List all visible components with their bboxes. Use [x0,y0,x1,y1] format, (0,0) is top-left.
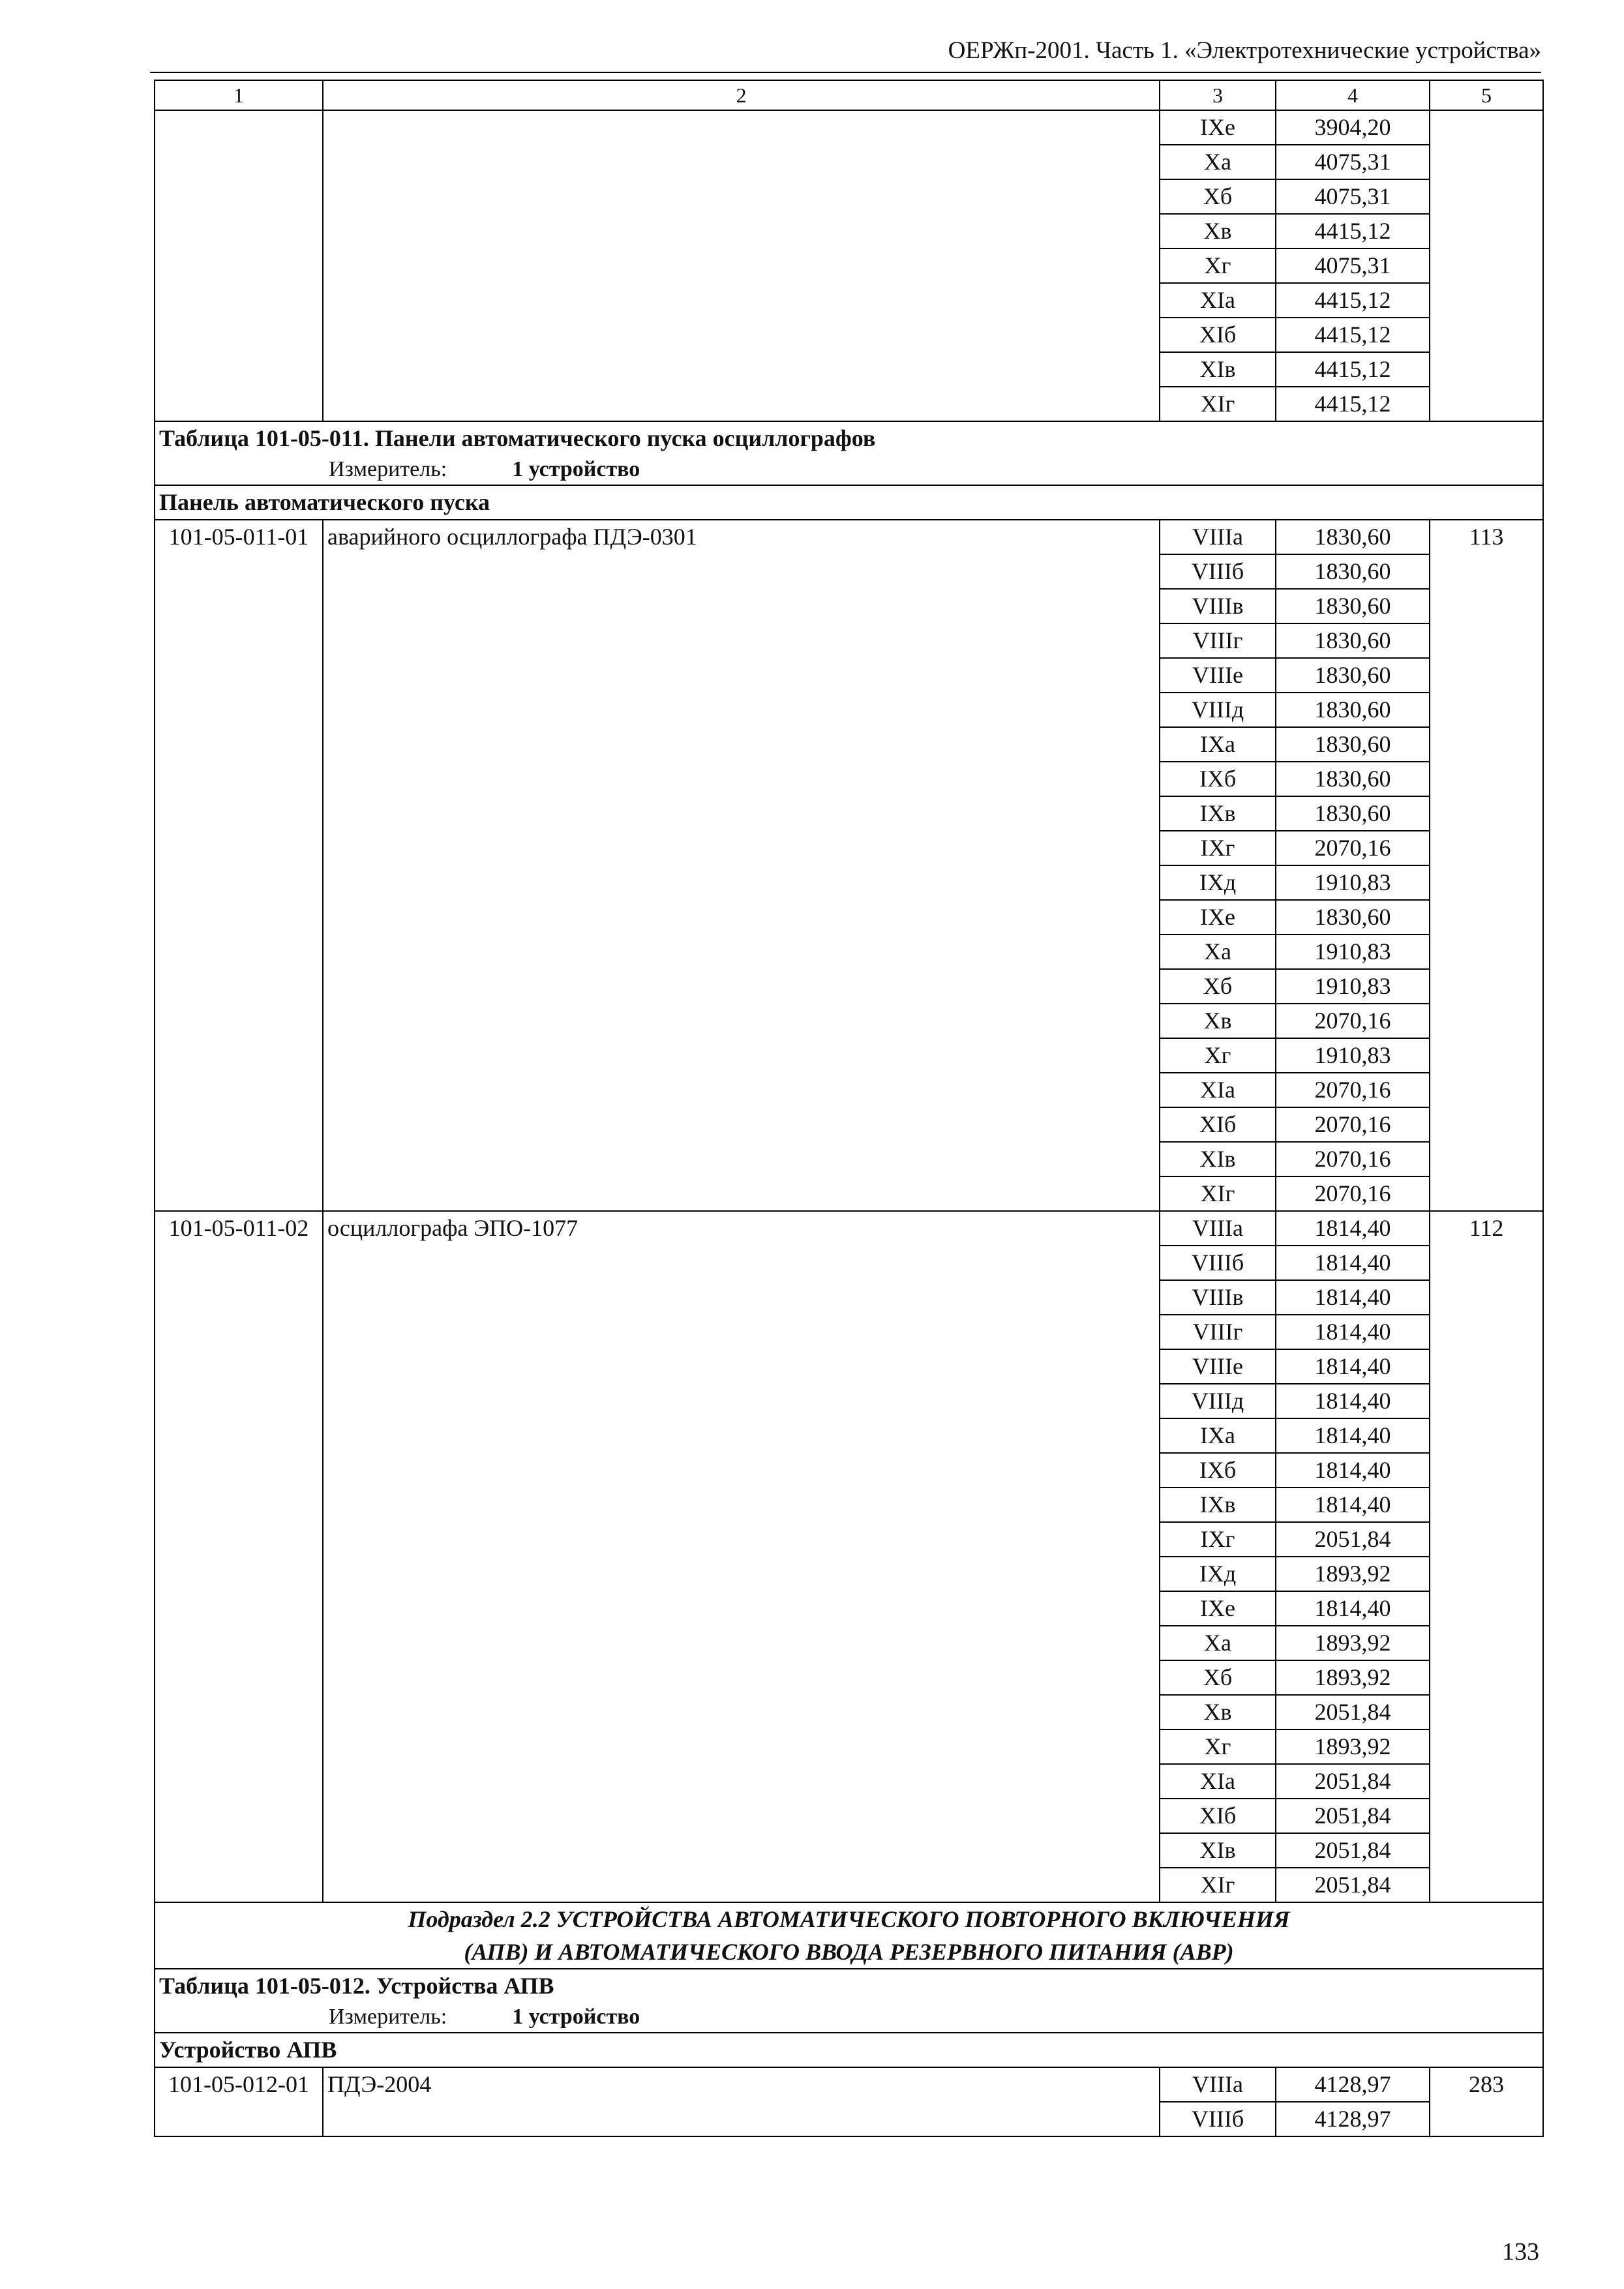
table-title-cell [155,421,1543,485]
price-cell: 2051,84 [1276,1833,1430,1868]
price-cell: 2051,84 [1276,1799,1430,1833]
zone-cell: IXв [1160,1488,1276,1522]
price-cell: 2070,16 [1276,1176,1430,1211]
zone-cell: Xа [1160,1626,1276,1660]
price-cell: 2070,16 [1276,1107,1430,1142]
price-cell: 2070,16 [1276,1004,1430,1038]
table-title-cell [155,1969,1543,2033]
price-cell: 2070,16 [1276,1142,1430,1176]
price-cell: 1893,92 [1276,1626,1430,1660]
price-cell: 2070,16 [1276,831,1430,865]
group-row [155,485,1543,520]
table-title-row [155,421,1543,485]
price-cell: 1814,40 [1276,1488,1430,1522]
price-cell: 1814,40 [1276,1349,1430,1384]
zone-cell: IXе [1160,900,1276,935]
zone-cell: XIг [1160,1176,1276,1211]
column-number: 2 [323,80,1160,110]
price-cell: 1814,40 [1276,1315,1430,1349]
name-cell: ПДЭ-2004 [323,2067,1160,2136]
price-cell: 4415,12 [1276,318,1430,352]
zone-cell: VIIIе [1160,658,1276,693]
zone-cell: XIг [1160,387,1276,421]
zone-cell: VIIIв [1160,1280,1276,1315]
subsection-heading-line: Подраздел 2.2 УСТРОЙСТВА АВТОМАТИЧЕСКОГО ПОВТОРНОГО ВКЛЮЧЕНИЯ [408,1906,1290,1932]
zone-cell: Xг [1160,1729,1276,1764]
measure-value: 1 устройство [512,2005,640,2029]
column-number: 5 [1430,80,1543,110]
price-cell: 4075,31 [1276,179,1430,214]
zone-cell: VIIIд [1160,693,1276,727]
table-row [155,2067,1543,2102]
zone-cell: VIIIа [1160,520,1276,554]
measure-value: 1 устройство [512,457,640,481]
price-cell: 4075,31 [1276,248,1430,283]
zone-cell: XIб [1160,1107,1276,1142]
zone-cell: IXв [1160,796,1276,831]
zone-cell: XIа [1160,1073,1276,1107]
price-cell: 4415,12 [1276,352,1430,387]
zone-cell: Xб [1160,1660,1276,1695]
zone-cell: XIг [1160,1868,1276,1902]
price-cell: 1814,40 [1276,1280,1430,1315]
price-cell: 1830,60 [1276,727,1430,762]
price-cell: 1910,83 [1276,1038,1430,1073]
zone-cell: IXд [1160,865,1276,900]
zone-cell: VIIIв [1160,589,1276,623]
zone-cell: VIIIг [1160,1315,1276,1349]
name-cell [323,110,1160,421]
zone-cell: VIIIа [1160,2067,1276,2102]
column-number: 1 [155,80,323,110]
price-cell: 1814,40 [1276,1211,1430,1246]
subsection-heading-line: (АПВ) И АВТОМАТИЧЕСКОГО ВВОДА РЕЗЕРВНОГО ПИТАНИЯ (АВР) [464,1939,1234,1965]
col5-cell: 113 [1430,520,1543,1211]
price-cell: 1893,92 [1276,1557,1430,1591]
table-row [155,1211,1543,1246]
price-cell: 2051,84 [1276,1695,1430,1729]
table-row [155,520,1543,554]
table-title: Таблица 101-05-012. Устройства АПВ [159,1973,554,1999]
code-cell: 101-05-012-01 [155,2067,323,2136]
table-title-row [155,1969,1543,2033]
zone-cell: VIIIа [1160,1211,1276,1246]
zone-cell: Xг [1160,1038,1276,1073]
column-number: 3 [1160,80,1276,110]
group-title: Панель автоматического пуска [155,485,1543,520]
table-row [155,110,1543,145]
zone-cell: XIб [1160,1799,1276,1833]
price-cell: 1814,40 [1276,1246,1430,1280]
zone-cell: Xа [1160,935,1276,969]
price-cell: 1830,60 [1276,693,1430,727]
zone-cell: Xа [1160,145,1276,179]
code-cell [155,110,323,421]
col5-cell: 112 [1430,1211,1543,1902]
price-cell: 4128,97 [1276,2102,1430,2136]
zone-cell: IXб [1160,762,1276,796]
zone-cell: Xб [1160,969,1276,1004]
code-cell: 101-05-011-02 [155,1211,323,1902]
col5-cell [1430,110,1543,421]
price-cell: 1893,92 [1276,1729,1430,1764]
zone-cell: IXа [1160,1418,1276,1453]
zone-cell: IXа [1160,727,1276,762]
column-number: 4 [1276,80,1430,110]
measure-line [159,2002,1539,2032]
zone-cell: Xв [1160,1004,1276,1038]
price-cell: 1830,60 [1276,554,1430,589]
subsection-heading [155,1902,1543,1969]
name-cell: осциллографа ЭПО-1077 [323,1211,1160,1902]
price-cell: 4415,12 [1276,214,1430,248]
zone-cell: XIв [1160,1833,1276,1868]
zone-cell: VIIIе [1160,1349,1276,1384]
zone-cell: Xб [1160,179,1276,214]
price-cell: 1814,40 [1276,1591,1430,1626]
price-cell: 1910,83 [1276,935,1430,969]
zone-cell: Xг [1160,248,1276,283]
price-cell: 1910,83 [1276,865,1430,900]
price-cell: 4415,12 [1276,283,1430,318]
name-cell: аварийного осциллографа ПДЭ-0301 [323,520,1160,1211]
page-number: 133 [1502,2238,1539,2266]
price-cell: 1814,40 [1276,1453,1430,1488]
price-cell: 4128,97 [1276,2067,1430,2102]
running-header: ОЕРЖп-2001. Часть 1. «Электротехнические устройства» [150,34,1541,73]
measure-label: Измеритель: [329,2005,447,2029]
price-cell: 1814,40 [1276,1418,1430,1453]
price-cell: 1830,60 [1276,796,1430,831]
group-title: Устройство АПВ [155,2033,1543,2067]
zone-cell: XIб [1160,318,1276,352]
zone-cell: IXе [1160,110,1276,145]
price-cell: 2070,16 [1276,1073,1430,1107]
zone-cell: XIв [1160,1142,1276,1176]
zone-cell: XIа [1160,1764,1276,1799]
price-table [154,80,1544,2137]
zone-cell: XIв [1160,352,1276,387]
zone-cell: VIIIб [1160,554,1276,589]
subsection-row [155,1902,1543,1969]
measure-label: Измеритель: [329,457,447,481]
zone-cell: IXб [1160,1453,1276,1488]
price-cell: 4415,12 [1276,387,1430,421]
zone-cell: VIIIд [1160,1384,1276,1418]
price-cell: 1830,60 [1276,520,1430,554]
price-cell: 1830,60 [1276,900,1430,935]
zone-cell: IXе [1160,1591,1276,1626]
code-cell: 101-05-011-01 [155,520,323,1211]
zone-cell: IXг [1160,831,1276,865]
column-number-row [155,80,1543,110]
col5-cell: 283 [1430,2067,1543,2136]
measure-line [159,455,1539,485]
price-cell: 1814,40 [1276,1384,1430,1418]
price-cell: 2051,84 [1276,1522,1430,1557]
price-cell: 1893,92 [1276,1660,1430,1695]
price-cell: 2051,84 [1276,1868,1430,1902]
zone-cell: Xв [1160,214,1276,248]
price-cell: 1830,60 [1276,623,1430,658]
table-title: Таблица 101-05-011. Панели автоматического пуска осциллографов [159,425,876,451]
price-cell: 3904,20 [1276,110,1430,145]
price-cell: 1830,60 [1276,589,1430,623]
zone-cell: Xв [1160,1695,1276,1729]
price-cell: 1910,83 [1276,969,1430,1004]
price-cell: 1830,60 [1276,762,1430,796]
group-row [155,2033,1543,2067]
zone-cell: VIIIб [1160,2102,1276,2136]
price-cell: 2051,84 [1276,1764,1430,1799]
zone-cell: XIа [1160,283,1276,318]
zone-cell: VIIIб [1160,1246,1276,1280]
zone-cell: IXг [1160,1522,1276,1557]
price-cell: 1830,60 [1276,658,1430,693]
zone-cell: VIIIг [1160,623,1276,658]
price-cell: 4075,31 [1276,145,1430,179]
zone-cell: IXд [1160,1557,1276,1591]
